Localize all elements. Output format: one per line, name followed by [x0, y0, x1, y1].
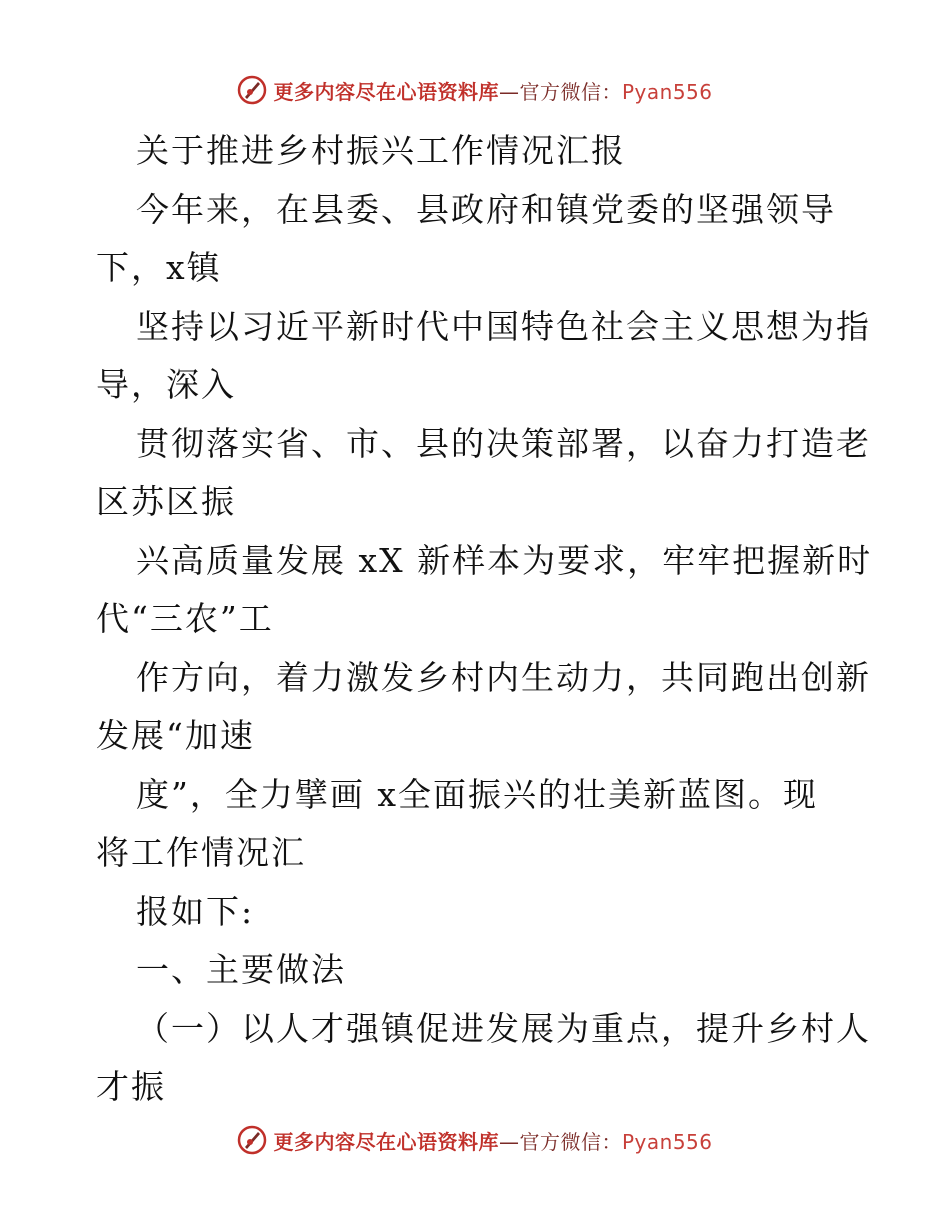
- paragraph-line: 将工作情况汇: [96, 833, 306, 872]
- watermark-wechat-handle: Pyan556: [621, 79, 713, 104]
- watermark-site-name: 更多内容尽在心语资料库: [273, 79, 499, 104]
- paragraph-line: 报如下:: [136, 891, 255, 931]
- paragraph-line: 度”，全力擘画 x全面振兴的壮美新蓝图。现: [136, 774, 818, 814]
- paragraph-line: 下，x镇: [96, 248, 222, 287]
- watermark-text: [273, 1126, 712, 1155]
- section-heading: 一、主要做法: [136, 950, 346, 989]
- paragraph-line: 代“三农”工: [96, 599, 274, 638]
- watermark-wechat-label: —官方微信：: [498, 1129, 622, 1154]
- watermark-wechat-handle: Pyan556: [621, 1129, 713, 1154]
- paragraph-line: 坚持以习近平新时代中国特色社会主义思想为指: [136, 306, 871, 346]
- paragraph-line: 兴高质量发展 xX 新样本为要求，牢牢把握新时: [136, 540, 873, 580]
- subsection-heading: （一）以人才强镇促进发展为重点，提升乡村人: [136, 1008, 871, 1048]
- quill-pen-logo-icon: [237, 1125, 267, 1155]
- footer-watermark: [0, 1120, 950, 1160]
- document-body: [96, 122, 873, 1117]
- paragraph-line: 才振: [96, 1067, 166, 1106]
- paragraph-line: 今年来，在县委、县政府和镇党委的坚强领导: [136, 189, 836, 229]
- watermark-wechat-label: —官方微信：: [498, 79, 622, 104]
- header-watermark: [0, 70, 950, 110]
- document-title: 关于推进乡村振兴工作情况汇报: [136, 131, 626, 170]
- paragraph-line: 区苏区振: [96, 482, 236, 521]
- paragraph-line: 发展“加速: [96, 716, 255, 755]
- paragraph-line: 贯彻落实省、市、县的决策部署，以奋力打造老: [136, 423, 871, 463]
- paragraph-line: 作方向，着力激发乡村内生动力，共同跑出创新: [136, 657, 871, 697]
- watermark-text: [273, 76, 712, 105]
- quill-pen-logo-icon: [237, 75, 267, 105]
- paragraph-line: 导，深入: [96, 365, 236, 404]
- watermark-site-name: 更多内容尽在心语资料库: [273, 1129, 499, 1154]
